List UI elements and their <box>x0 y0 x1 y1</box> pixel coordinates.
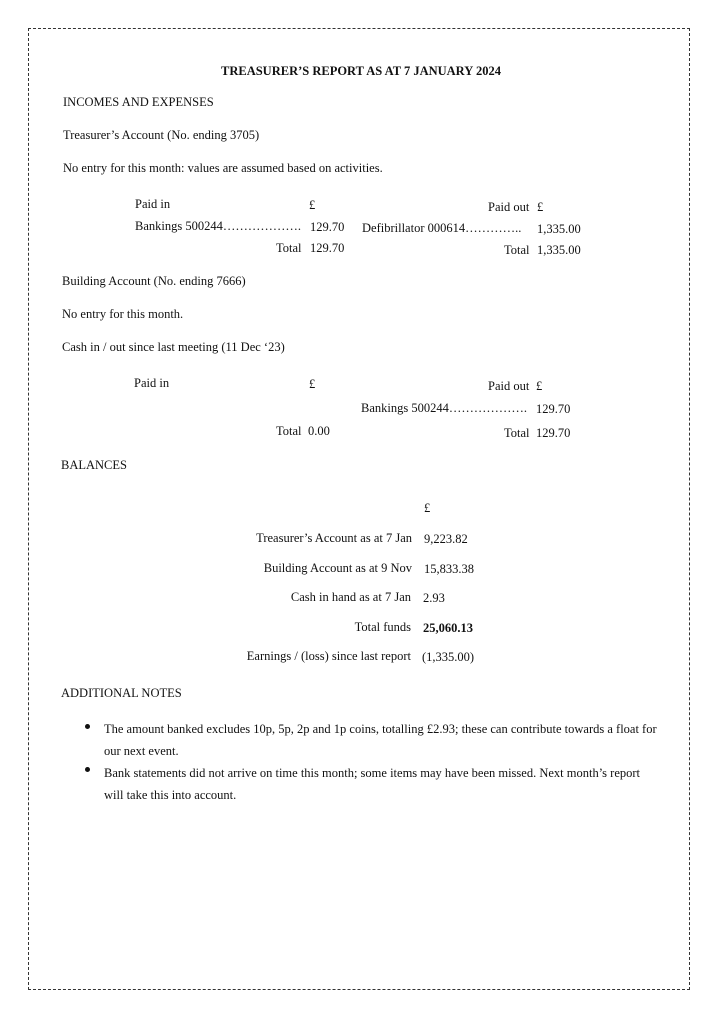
cash-total-in-label: Total <box>276 424 302 438</box>
in-item-label: Bankings 500244………………. <box>135 219 301 233</box>
in-item-amount: 129.70 <box>310 220 345 234</box>
balance-label: Treasurer’s Account as at 7 Jan <box>256 531 412 545</box>
cash-paid-in-label: Paid in <box>134 376 170 390</box>
balance-label: Building Account as at 9 Nov <box>263 561 412 575</box>
cash-currency-in: £ <box>309 377 316 391</box>
balance-value: 9,223.82 <box>424 532 468 546</box>
treasurer-account-heading: Treasurer’s Account (No. ending 3705) <box>63 128 260 142</box>
notes-heading: ADDITIONAL NOTES <box>61 686 182 700</box>
cash-paid-out-label: Paid out <box>488 379 530 393</box>
currency-out: £ <box>537 200 544 214</box>
bullet-icon <box>85 767 90 772</box>
currency-in: £ <box>309 198 316 212</box>
balance-value: 15,833.38 <box>424 562 474 576</box>
earnings-label: Earnings / (loss) since last report <box>246 649 411 663</box>
cash-out-item-amount: 129.70 <box>536 402 571 416</box>
balances-currency: £ <box>424 501 431 515</box>
bullet-icon <box>85 724 90 729</box>
cash-currency-out: £ <box>536 379 543 393</box>
building-account-note: No entry for this month. <box>62 307 184 321</box>
balance-label: Cash in hand as at 7 Jan <box>290 590 411 604</box>
total-funds-label: Total funds <box>354 620 411 634</box>
total-in-value: 129.70 <box>310 241 345 255</box>
out-item-amount: 1,335.00 <box>537 222 581 236</box>
total-funds-value: 25,060.13 <box>423 621 473 635</box>
paid-in-label: Paid in <box>135 197 171 211</box>
total-out-label: Total <box>504 243 530 257</box>
paid-out-label: Paid out <box>488 200 530 214</box>
total-out-value: 1,335.00 <box>537 243 581 257</box>
total-in-label: Total <box>276 241 302 255</box>
report-title: TREASURER’S REPORT AS AT 7 JANUARY 2024 <box>221 64 501 78</box>
incomes-heading: INCOMES AND EXPENSES <box>63 95 214 109</box>
treasurer-account-note: No entry for this month: values are assumed based on activities. <box>63 161 383 175</box>
earnings-value: (1,335.00) <box>422 650 475 664</box>
balance-value: 2.93 <box>423 591 445 605</box>
cash-total-in-value: 0.00 <box>308 424 330 438</box>
note-item: The amount banked excludes 10p, 5p, 2p and 1p coins, totalling £2.93; these can contribute towards a float for our next event. <box>104 722 657 758</box>
note-item: Bank statements did not arrive on time this month; some items may have been missed. Next month’s report will take this into account. <box>104 766 641 802</box>
building-account-heading: Building Account (No. ending 7666) <box>62 274 246 288</box>
cash-heading: Cash in / out since last meeting (11 Dec ‘23) <box>62 340 285 354</box>
balances-heading: BALANCES <box>61 458 127 472</box>
cash-total-out-value: 129.70 <box>536 426 571 440</box>
cash-total-out-label: Total <box>504 426 530 440</box>
cash-out-item-label: Bankings 500244………………. <box>361 401 527 415</box>
out-item-label: Defibrillator 000614………….. <box>362 221 522 235</box>
